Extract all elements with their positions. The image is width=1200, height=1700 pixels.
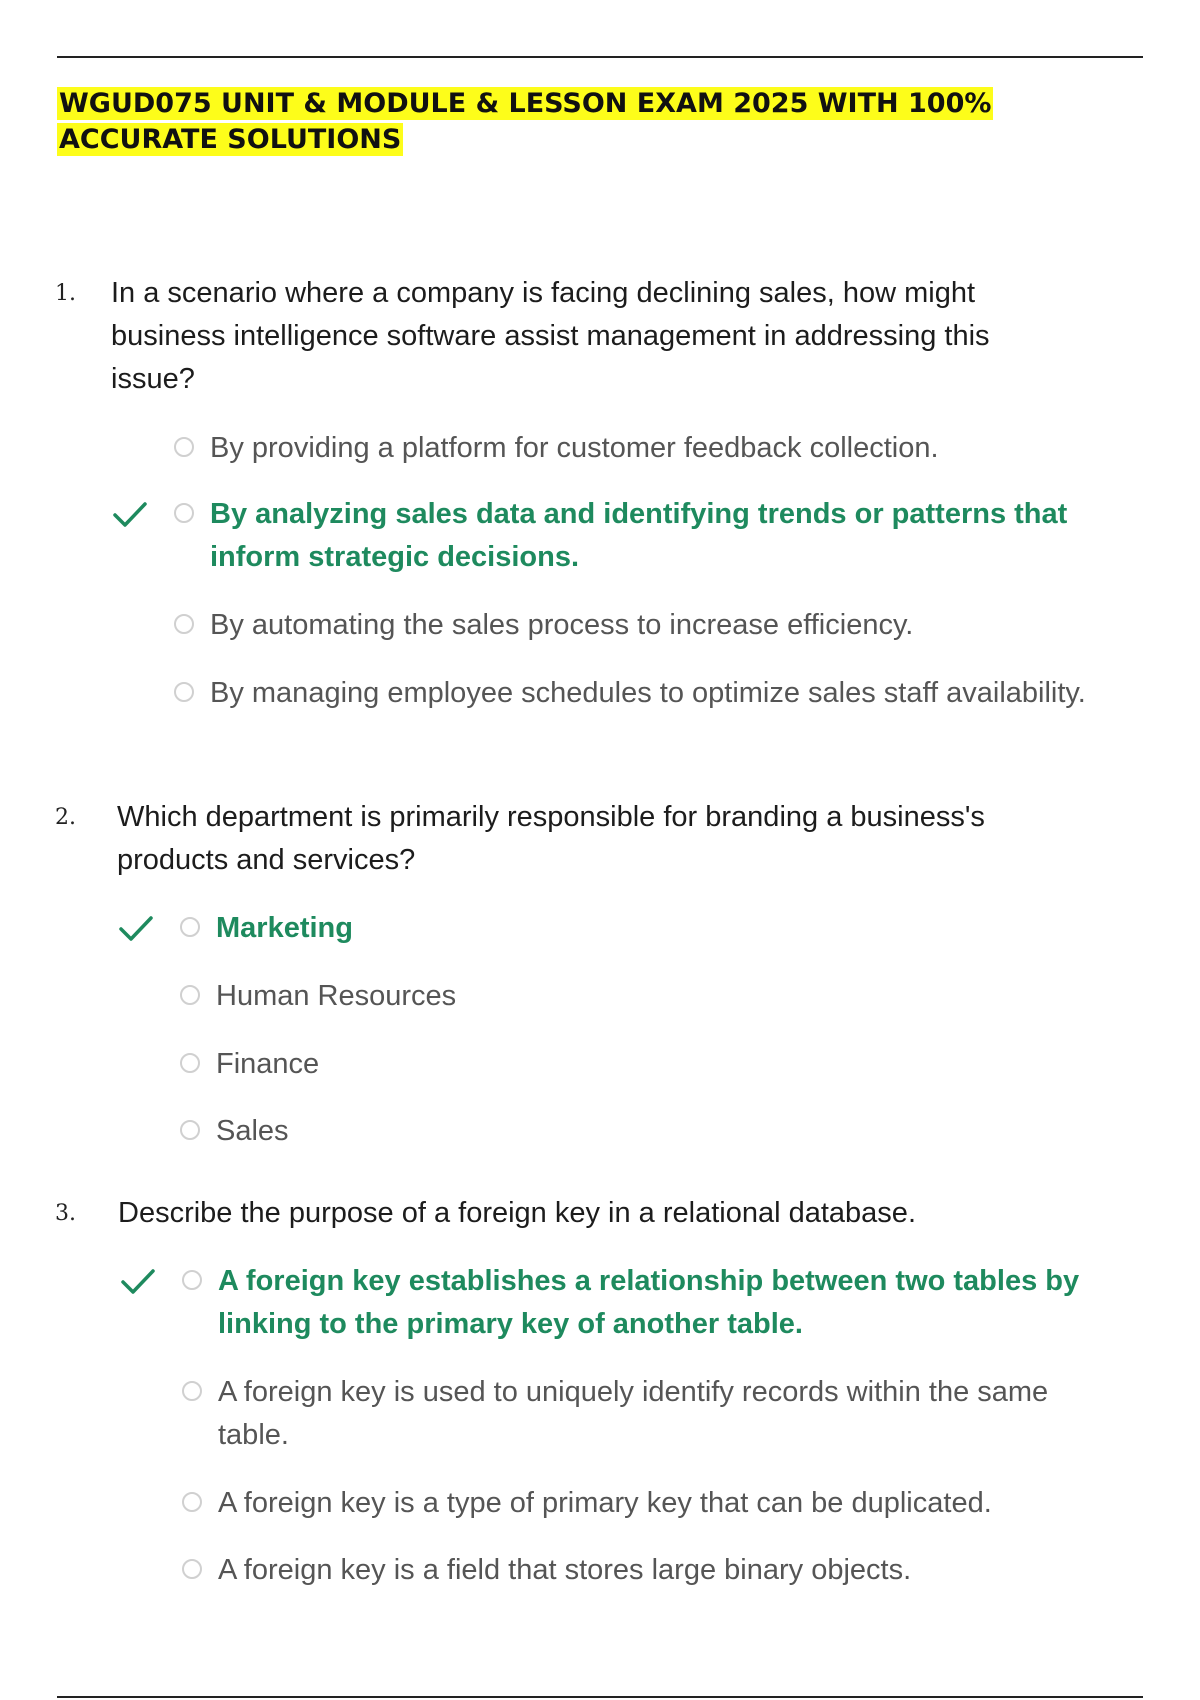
answer-option[interactable] xyxy=(180,1110,1120,1153)
radio-button[interactable] xyxy=(180,1053,200,1073)
checkmark-icon xyxy=(118,914,154,944)
option-text: By managing employee schedules to optimize sales staff availability. xyxy=(210,677,1086,709)
radio-button[interactable] xyxy=(174,503,194,523)
answer-option[interactable] xyxy=(182,1371,1122,1457)
radio-button[interactable] xyxy=(174,682,194,702)
option-text: By analyzing sales data and identifying trends or patterns that inform strategic decisions. xyxy=(210,498,1068,573)
radio-button[interactable] xyxy=(174,614,194,634)
radio-button[interactable] xyxy=(180,1120,200,1140)
title-line-1: WGUD075 UNIT & MODULE & LESSON EXAM 2025 WITH 100% xyxy=(59,88,992,119)
option-text: Marketing xyxy=(216,912,353,944)
option-text: A foreign key is a field that stores large binary objects. xyxy=(218,1554,912,1586)
answer-option-correct[interactable] xyxy=(180,907,1120,950)
question-number: 1. xyxy=(55,281,76,306)
radio-button[interactable] xyxy=(180,917,200,937)
option-text: By providing a platform for customer feedback collection. xyxy=(210,432,939,464)
option-text: A foreign key is used to uniquely identify records within the same table. xyxy=(218,1376,1049,1451)
question-text: Describe the purpose of a foreign key in a relational database. xyxy=(118,1197,916,1229)
radio-button[interactable] xyxy=(182,1559,202,1579)
question-text: In a scenario where a company is facing declining sales, how might business intelligence software assist management in addressing this issue? xyxy=(111,277,990,395)
top-rule xyxy=(57,56,1143,58)
option-text: Finance xyxy=(216,1048,320,1080)
checkmark-icon xyxy=(120,1267,156,1297)
option-text: A foreign key is a type of primary key that can be duplicated. xyxy=(218,1487,992,1519)
answer-option-correct[interactable] xyxy=(174,493,1114,579)
title-line-2: ACCURATE SOLUTIONS xyxy=(59,124,402,155)
option-text: Sales xyxy=(216,1115,289,1147)
answer-option[interactable] xyxy=(180,975,1120,1018)
radio-button[interactable] xyxy=(182,1381,202,1401)
option-text: By automating the sales process to increase efficiency. xyxy=(210,609,914,641)
answer-option[interactable] xyxy=(174,604,1114,647)
answer-option[interactable] xyxy=(180,1043,1120,1086)
answer-option[interactable] xyxy=(182,1482,1122,1525)
option-text: Human Resources xyxy=(216,980,457,1012)
question-text: Which department is primarily responsible for branding a business's products and services? xyxy=(117,801,985,876)
radio-button[interactable] xyxy=(182,1270,202,1290)
checkmark-icon xyxy=(112,500,148,530)
radio-button[interactable] xyxy=(180,985,200,1005)
answer-option[interactable] xyxy=(174,672,1114,715)
question-number: 3. xyxy=(55,1201,76,1226)
answer-option[interactable] xyxy=(182,1549,1122,1592)
radio-button[interactable] xyxy=(182,1492,202,1512)
bottom-rule xyxy=(57,1696,1143,1698)
document-title xyxy=(57,86,1057,158)
radio-button[interactable] xyxy=(174,437,194,457)
question-number: 2. xyxy=(55,805,76,830)
answer-option-correct[interactable] xyxy=(182,1260,1122,1346)
answer-option[interactable] xyxy=(174,427,1114,470)
option-text: A foreign key establishes a relationship between two tables by linking to the primary key of another table. xyxy=(218,1265,1080,1340)
